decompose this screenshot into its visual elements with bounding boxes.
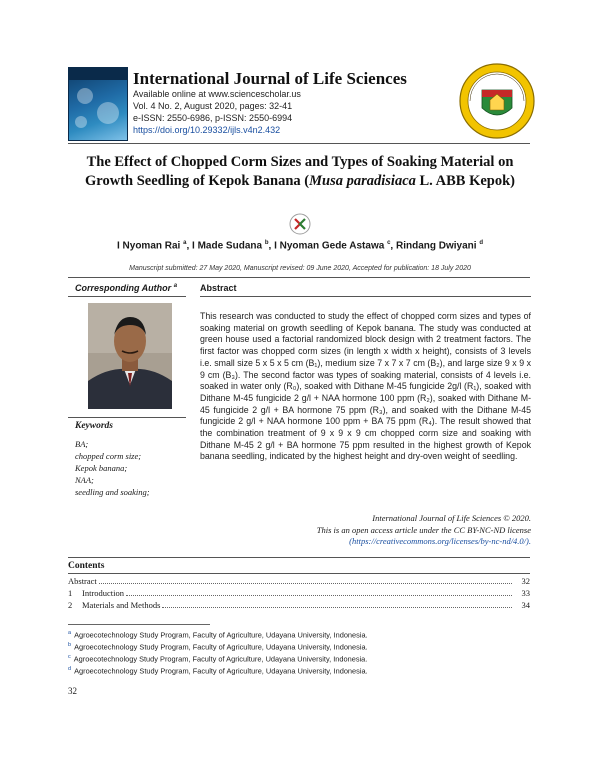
keyword: chopped corm size;: [75, 451, 142, 461]
license-statement: This is an open access article under the CC BY-NC-ND license: [316, 524, 531, 535]
corresponding-author-label: Corresponding Author $^a$: [75, 283, 178, 293]
keyword: NAA;: [75, 475, 94, 485]
doi-link[interactable]: https://doi.org/10.29332/ijls.v4n2.432: [133, 125, 281, 135]
keywords-label: Keywords: [75, 421, 113, 431]
header-divider: [68, 143, 530, 144]
keywords-list: [75, 438, 150, 498]
author-photo: [88, 303, 172, 409]
toc-item-introduction[interactable]: 1 Introduction 33: [68, 588, 530, 598]
toc-item-abstract[interactable]: Abstract 32: [68, 576, 530, 586]
license-url[interactable]: (https://creativecommons.org/licenses/by-nc-nd/4.0/).: [349, 536, 531, 546]
journal-website: Available online at www.sciencescholar.us: [133, 89, 301, 99]
toc-item-materials[interactable]: 2 Materials and Methods 34: [68, 600, 530, 610]
footnote: $^d$ Agroecotechnology Study Program, Faculty of Agriculture, Udayana University, Indonesia.: [68, 666, 368, 676]
abstract-divider: [200, 296, 531, 297]
author-name: I Made Sudana: [192, 240, 263, 252]
contents-divider-top: [68, 557, 530, 558]
author-name: I Nyoman Rai: [116, 240, 181, 252]
journal-volume: Vol. 4 No. 2, August 2020, pages: 32-41: [133, 101, 293, 111]
license-block: [250, 513, 531, 548]
manuscript-dates: Manuscript submitted: 27 May 2020, Manuscript revised: 09 June 2020, Accepted for publication: 18 July 2020: [129, 265, 471, 272]
footnote: $^a$ Agroecotechnology Study Program, Faculty of Agriculture, Udayana University, Indonesia.: [68, 630, 368, 640]
footnote: $^c$ Agroecotechnology Study Program, Faculty of Agriculture, Udayana University, Indonesia.: [68, 654, 368, 664]
keyword: seedling and soaking;: [75, 487, 150, 497]
journal-cover-image: [68, 67, 128, 141]
license-copyright: International Journal of Life Sciences © 2020.: [372, 513, 531, 523]
page-number: 32: [68, 686, 77, 696]
abstract-label: Abstract: [200, 283, 237, 293]
abstract-text: This research was conducted to study the effect of chopped corm sizes and types of soaking material on growth seedling of Kepok banana. The study was conducted at green house used a factorial randomized block design with 2 treatment factors. The first factor was chopped corm sizes (in length x width x height), consists of 3 levels i.e. small size 5 x 5 x 5 cm (B₁), medium size 7 x 7 x 7 cm (B₂), and large size 9 x 9 x 9 cm (B₃). The second factor was types of soaking material, consists of 4 levels i.e. soaked in water only (R₀), soaked with Dithane M-45 fungicide 2g/l (R₁), soaked with Dithane M-45 fungicide 2 g/l + NAA hormone 100 ppm (R₂), soaked with Dithane M-45 fungicide 2 g/l + BA hormone 75 ppm (R₃), and soaked with the Dithane M-45 fungicide 2 g/l + NAA hormone 100 ppm + BA 75 ppm (R₄). The result showed that the combination treatment of 9 x 9 x 9 cm chopped corm size and soaking with Dithane M-45 2 g/l + BA hormone 75 ppm resulted in the highest growth of Kepok banana seedling, indicated by the highest height and dry-oven weight of seedling.: [200, 311, 531, 462]
university-logo: [458, 62, 536, 140]
footnote: $^b$ Agroecotechnology Study Program, Faculty of Agriculture, Udayana University, Indonesia.: [68, 642, 368, 652]
dates-divider: [68, 277, 530, 278]
sidebar-divider: [68, 296, 186, 297]
journal-issn: e-ISSN: 2550-6986, p-ISSN: 2550-6994: [133, 113, 293, 123]
keyword: Kepok banana;: [75, 463, 128, 473]
footnote-divider: [68, 624, 210, 625]
keyword: BA;: [75, 439, 89, 449]
journal-title: International Journal of Life Sciences: [133, 69, 407, 88]
crossmark-icon[interactable]: [289, 213, 311, 235]
contents-divider: [68, 573, 530, 574]
contents-label: Contents: [68, 561, 105, 571]
author-name: I Nyoman Gede Astawa: [274, 240, 385, 252]
article-title: The Effect of Chopped Corm Sizes and Types of Soaking Material on Growth Seedling of Kepok Banana (Musa paradisiaca L. ABB Kepok): [85, 154, 515, 189]
author-name: Rindang Dwiyani: [395, 240, 477, 252]
keywords-divider: [68, 417, 186, 418]
author-list: I Nyoman Rai $^a$, I Made Sudana $^b$, I Nyoman Gede Astawa $^c$, Rindang Dwiyani $^d$: [116, 240, 483, 252]
